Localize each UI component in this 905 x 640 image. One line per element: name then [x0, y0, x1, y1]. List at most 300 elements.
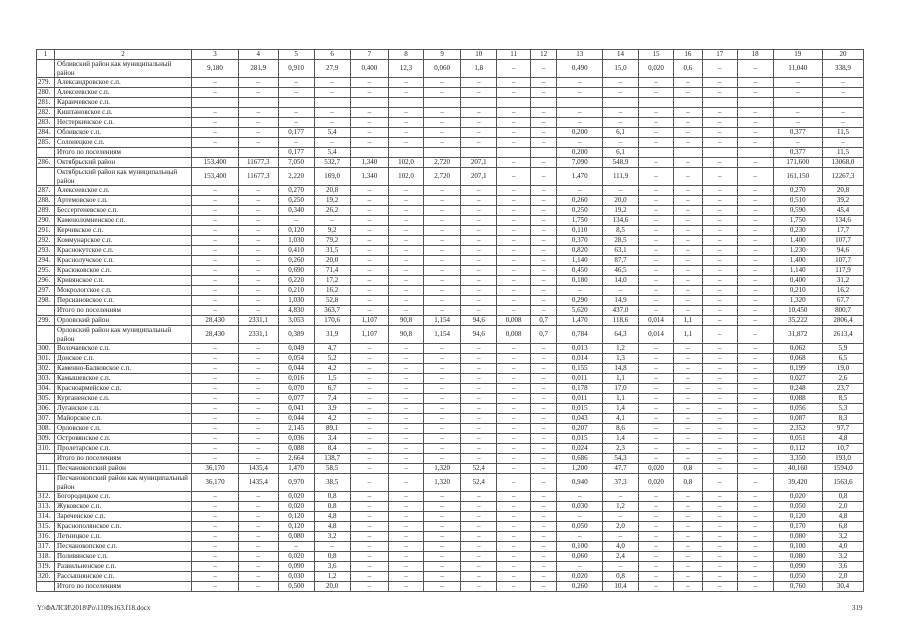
table-cell: –: [497, 306, 531, 316]
table-row: [37, 88, 864, 98]
table-cell: 52,4: [461, 474, 497, 492]
table-cell: –: [238, 78, 278, 88]
column-header: 1: [37, 50, 55, 60]
table-cell: 1,154: [423, 326, 460, 344]
table-cell: –: [702, 374, 737, 384]
table-cell: 28,430: [192, 326, 239, 344]
column-header: 19: [773, 50, 822, 60]
table-cell: –: [461, 128, 497, 138]
table-cell: –: [461, 492, 497, 502]
table-cell: 0,220: [278, 276, 314, 286]
table-cell: 2331,1: [238, 316, 278, 326]
column-header: 17: [702, 50, 737, 60]
table-cell: –: [192, 512, 239, 522]
table-cell: –: [557, 118, 603, 128]
table-cell: –: [238, 354, 278, 364]
table-cell: 138,7: [314, 454, 350, 464]
table-cell: –: [673, 404, 702, 414]
row-number: 315.: [37, 522, 55, 532]
table-cell: 13068,0: [822, 158, 863, 168]
table-cell: –: [737, 196, 773, 206]
table-cell: –: [389, 492, 424, 502]
row-name: Обливский район как муниципальный район: [55, 60, 192, 78]
table-cell: –: [737, 512, 773, 522]
table-cell: 0,016: [278, 374, 314, 384]
table-row: [37, 118, 864, 128]
table-cell: –: [737, 582, 773, 592]
row-name: Алексеевское с.п.: [55, 186, 192, 196]
table-cell: –: [497, 364, 531, 374]
table-cell: 9,180: [192, 60, 239, 78]
row-number: 312.: [37, 492, 55, 502]
table-row: [37, 522, 864, 532]
table-cell: –: [192, 532, 239, 542]
table-cell: –: [497, 138, 531, 148]
table-cell: –: [350, 186, 388, 196]
table-cell: –: [350, 128, 388, 138]
table-cell: –: [389, 306, 424, 316]
table-cell: –: [673, 88, 702, 98]
table-cell: –: [530, 512, 556, 522]
table-cell: –: [350, 474, 388, 492]
table-cell: 17,0: [603, 384, 639, 394]
row-number: 320.: [37, 572, 55, 582]
column-header: 4: [238, 50, 278, 60]
table-cell: –: [702, 502, 737, 512]
table-row: [37, 246, 864, 256]
table-cell: 2,6: [822, 374, 863, 384]
table-cell: –: [702, 118, 737, 128]
table-cell: –: [702, 522, 737, 532]
table-cell: 171,600: [773, 158, 822, 168]
table-cell: [639, 148, 674, 158]
table-cell: –: [278, 78, 314, 88]
table-cell: –: [461, 206, 497, 216]
column-header: 18: [737, 50, 773, 60]
table-cell: [702, 98, 737, 108]
table-cell: –: [389, 196, 424, 206]
row-number: [37, 306, 55, 316]
row-number: [37, 326, 55, 344]
row-name: Персиановское с.п.: [55, 296, 192, 306]
table-cell: [314, 98, 350, 108]
table-cell: 0,8: [314, 492, 350, 502]
row-number: 299.: [37, 316, 55, 326]
table-cell: –: [461, 306, 497, 316]
table-cell: –: [773, 78, 822, 88]
table-cell: –: [461, 404, 497, 414]
table-cell: 0,080: [278, 532, 314, 542]
table-cell: 4,1: [603, 414, 639, 424]
table-cell: –: [192, 424, 239, 434]
table-cell: –: [497, 78, 531, 88]
table-cell: –: [461, 532, 497, 542]
table-cell: –: [423, 206, 460, 216]
row-name: Жуковское с.п.: [55, 502, 192, 512]
table-cell: 79,2: [314, 236, 350, 246]
table-cell: –: [461, 414, 497, 424]
table-cell: –: [238, 414, 278, 424]
table-row: [37, 60, 864, 78]
table-cell: –: [192, 138, 239, 148]
table-cell: 0,043: [557, 414, 603, 424]
table-cell: –: [530, 464, 556, 474]
table-cell: 4,8: [822, 512, 863, 522]
table-cell: –: [192, 384, 239, 394]
table-cell: 4,2: [314, 364, 350, 374]
table-cell: 14,0: [603, 276, 639, 286]
table-cell: 3,6: [314, 562, 350, 572]
table-cell: 0,490: [557, 60, 603, 78]
table-cell: 111,9: [603, 168, 639, 186]
table-cell: 0,760: [773, 582, 822, 592]
table-row: [37, 78, 864, 88]
table-cell: –: [461, 354, 497, 364]
table-cell: –: [461, 266, 497, 276]
table-cell: –: [702, 256, 737, 266]
table-cell: –: [530, 344, 556, 354]
table-cell: –: [423, 226, 460, 236]
table-cell: –: [350, 216, 388, 226]
table-cell: –: [737, 138, 773, 148]
table-cell: –: [389, 138, 424, 148]
table-cell: 0,041: [278, 404, 314, 414]
table-cell: –: [497, 354, 531, 364]
table-cell: 0,112: [773, 444, 822, 454]
table-cell: –: [530, 364, 556, 374]
table-cell: –: [737, 78, 773, 88]
table-row: [37, 344, 864, 354]
table-row: [37, 286, 864, 296]
table-cell: –: [350, 542, 388, 552]
table-cell: 10,450: [773, 306, 822, 316]
table-cell: –: [423, 276, 460, 286]
table-cell: –: [530, 306, 556, 316]
row-number: [37, 148, 55, 158]
table-cell: –: [497, 454, 531, 464]
table-cell: –: [497, 216, 531, 226]
table-cell: –: [497, 434, 531, 444]
table-cell: 437,0: [603, 306, 639, 316]
table-cell: 14,9: [603, 296, 639, 306]
table-cell: –: [389, 542, 424, 552]
table-cell: –: [737, 306, 773, 316]
table-cell: 31,2: [822, 276, 863, 286]
table-row: [37, 158, 864, 168]
table-cell: –: [737, 492, 773, 502]
table-cell: 169,0: [314, 168, 350, 186]
table-cell: –: [702, 384, 737, 394]
table-cell: –: [530, 88, 556, 98]
table-cell: –: [673, 454, 702, 464]
table-cell: [822, 98, 863, 108]
table-cell: –: [497, 542, 531, 552]
table-cell: –: [461, 552, 497, 562]
table-cell: –: [192, 118, 239, 128]
table-cell: 30,4: [822, 582, 863, 592]
table-cell: –: [702, 364, 737, 374]
table-cell: 0,410: [278, 246, 314, 256]
table-cell: –: [350, 414, 388, 424]
row-number: 318.: [37, 552, 55, 562]
table-cell: 6,1: [603, 148, 639, 158]
table-cell: 46,5: [603, 266, 639, 276]
table-cell: –: [639, 344, 674, 354]
table-cell: 39,2: [822, 196, 863, 206]
row-name: Краснолучское с.п.: [55, 256, 192, 266]
table-cell: –: [389, 266, 424, 276]
table-cell: [192, 148, 239, 158]
row-name: Майорское с.п.: [55, 414, 192, 424]
table-cell: –: [530, 552, 556, 562]
table-cell: –: [673, 414, 702, 424]
table-cell: –: [192, 434, 239, 444]
table-cell: –: [737, 414, 773, 424]
table-cell: –: [423, 374, 460, 384]
column-header: 9: [423, 50, 460, 60]
row-name: Курганенское с.п.: [55, 394, 192, 404]
table-cell: –: [423, 364, 460, 374]
table-cell: –: [557, 286, 603, 296]
table-cell: –: [389, 582, 424, 592]
table-cell: –: [423, 88, 460, 98]
table-cell: –: [350, 266, 388, 276]
table-cell: –: [497, 226, 531, 236]
table-cell: –: [639, 78, 674, 88]
table-cell: 17,2: [314, 276, 350, 286]
table-cell: –: [737, 572, 773, 582]
table-cell: –: [238, 512, 278, 522]
table-cell: 1,030: [278, 236, 314, 246]
table-cell: –: [238, 582, 278, 592]
table-cell: –: [238, 266, 278, 276]
table-cell: –: [737, 128, 773, 138]
table-cell: –: [497, 562, 531, 572]
table-cell: 2,145: [278, 424, 314, 434]
table-cell: 5,3: [822, 404, 863, 414]
table-cell: –: [497, 236, 531, 246]
table-cell: 1,230: [773, 246, 822, 256]
table-cell: –: [702, 532, 737, 542]
table-cell: –: [389, 364, 424, 374]
table-cell: –: [737, 454, 773, 464]
table-cell: –: [673, 266, 702, 276]
table-cell: –: [530, 108, 556, 118]
table-cell: [773, 98, 822, 108]
table-cell: –: [702, 108, 737, 118]
footer-page-number: 319: [852, 604, 863, 612]
table-cell: 0,270: [773, 186, 822, 196]
table-cell: –: [423, 118, 460, 128]
table-cell: 0,090: [278, 562, 314, 572]
row-number: 286.: [37, 158, 55, 168]
table-cell: 0,690: [278, 266, 314, 276]
table-cell: –: [737, 522, 773, 532]
table-cell: –: [423, 552, 460, 562]
table-cell: –: [530, 236, 556, 246]
table-cell: 7,050: [278, 158, 314, 168]
table-cell: 94,6: [461, 326, 497, 344]
row-name: Обливское с.п.: [55, 128, 192, 138]
table-cell: –: [603, 512, 639, 522]
table-cell: –: [350, 464, 388, 474]
row-name: Керчикское с.п.: [55, 226, 192, 236]
row-name: Алексеевское с.п.: [55, 88, 192, 98]
row-name: Итого по поселениям: [55, 454, 192, 464]
table-cell: –: [192, 444, 239, 454]
table-cell: –: [822, 88, 863, 98]
table-cell: –: [423, 78, 460, 88]
row-name: Итого по поселениям: [55, 148, 192, 158]
column-header: 16: [673, 50, 702, 60]
row-name: Красноармейское с.п.: [55, 384, 192, 394]
table-cell: –: [530, 454, 556, 464]
table-cell: –: [423, 266, 460, 276]
row-number: 300.: [37, 344, 55, 354]
table-cell: –: [389, 374, 424, 384]
table-cell: –: [192, 374, 239, 384]
table-cell: 3,9: [314, 404, 350, 414]
table-cell: –: [737, 552, 773, 562]
table-cell: –: [557, 562, 603, 572]
table-row: [37, 138, 864, 148]
table-cell: 0,590: [773, 206, 822, 216]
table-cell: –: [238, 138, 278, 148]
table-cell: –: [737, 384, 773, 394]
table-cell: 8,6: [603, 424, 639, 434]
table-cell: –: [702, 286, 737, 296]
table-cell: –: [603, 186, 639, 196]
table-cell: –: [530, 128, 556, 138]
row-name: Островянское с.п.: [55, 434, 192, 444]
row-number: 297.: [37, 286, 55, 296]
row-number: 317.: [37, 542, 55, 552]
table-cell: 153,400: [192, 158, 239, 168]
table-row: [37, 206, 864, 216]
table-cell: –: [461, 512, 497, 522]
table-cell: –: [497, 88, 531, 98]
table-cell: –: [238, 296, 278, 306]
table-cell: –: [192, 108, 239, 118]
row-number: 295.: [37, 266, 55, 276]
table-cell: –: [673, 128, 702, 138]
table-cell: –: [702, 444, 737, 454]
table-row: [37, 108, 864, 118]
table-cell: –: [702, 236, 737, 246]
table-row: [37, 502, 864, 512]
table-cell: 19,2: [314, 196, 350, 206]
table-cell: 2,3: [603, 444, 639, 454]
table-cell: –: [673, 276, 702, 286]
table-cell: –: [639, 542, 674, 552]
table-cell: 1,107: [350, 326, 388, 344]
table-cell: –: [497, 464, 531, 474]
table-cell: [639, 98, 674, 108]
table-cell: –: [497, 108, 531, 118]
table-cell: 1,400: [773, 256, 822, 266]
row-name: Краснополянское с.п.: [55, 522, 192, 532]
table-cell: [497, 98, 531, 108]
table-cell: –: [423, 306, 460, 316]
table-cell: –: [461, 502, 497, 512]
table-cell: –: [639, 118, 674, 128]
table-cell: –: [314, 118, 350, 128]
table-cell: –: [350, 206, 388, 216]
table-cell: –: [639, 226, 674, 236]
row-number: 304.: [37, 384, 55, 394]
table-cell: –: [461, 434, 497, 444]
table-cell: 90,8: [389, 316, 424, 326]
table-cell: 19,0: [822, 364, 863, 374]
table-cell: –: [238, 424, 278, 434]
table-cell: –: [530, 286, 556, 296]
table-cell: –: [673, 216, 702, 226]
table-cell: 0,051: [773, 434, 822, 444]
table-cell: [423, 98, 460, 108]
table-cell: 161,150: [773, 168, 822, 186]
table-cell: –: [389, 394, 424, 404]
table-cell: –: [238, 562, 278, 572]
table-cell: –: [461, 186, 497, 196]
table-cell: –: [737, 226, 773, 236]
table-cell: –: [461, 216, 497, 226]
table-row: [37, 562, 864, 572]
table-cell: –: [497, 196, 531, 206]
table-cell: –: [461, 118, 497, 128]
table-cell: 0,7: [530, 316, 556, 326]
table-row: [37, 464, 864, 474]
table-cell: 0,077: [278, 394, 314, 404]
table-cell: –: [423, 512, 460, 522]
table-cell: –: [423, 582, 460, 592]
table-cell: –: [350, 492, 388, 502]
table-cell: –: [702, 60, 737, 78]
table-cell: 134,6: [822, 216, 863, 226]
table-cell: –: [702, 326, 737, 344]
table-cell: –: [639, 552, 674, 562]
table-cell: [603, 98, 639, 108]
table-cell: –: [497, 502, 531, 512]
row-name: Волочаевское с.п.: [55, 344, 192, 354]
table-cell: 0,200: [557, 128, 603, 138]
table-cell: –: [350, 296, 388, 306]
row-number: 282.: [37, 108, 55, 118]
table-cell: 36,170: [192, 474, 239, 492]
table-cell: –: [557, 492, 603, 502]
table-cell: –: [702, 226, 737, 236]
row-name: Александровское с.п.: [55, 78, 192, 88]
table-cell: –: [350, 78, 388, 88]
table-cell: 0,020: [278, 552, 314, 562]
table-cell: 94,6: [461, 316, 497, 326]
table-cell: –: [673, 552, 702, 562]
table-cell: –: [192, 276, 239, 286]
table-cell: 9,2: [314, 226, 350, 236]
table-cell: –: [350, 286, 388, 296]
table-cell: 0,389: [278, 326, 314, 344]
table-cell: [530, 148, 556, 158]
row-name: Коммунарское с.п.: [55, 236, 192, 246]
table-cell: –: [350, 344, 388, 354]
table-cell: [737, 148, 773, 158]
row-number: 313.: [37, 502, 55, 512]
row-name: Песчанокопское с.п.: [55, 542, 192, 552]
table-row: [37, 316, 864, 326]
table-cell: –: [773, 118, 822, 128]
table-cell: –: [530, 562, 556, 572]
table-cell: 8,5: [603, 226, 639, 236]
table-cell: –: [350, 306, 388, 316]
